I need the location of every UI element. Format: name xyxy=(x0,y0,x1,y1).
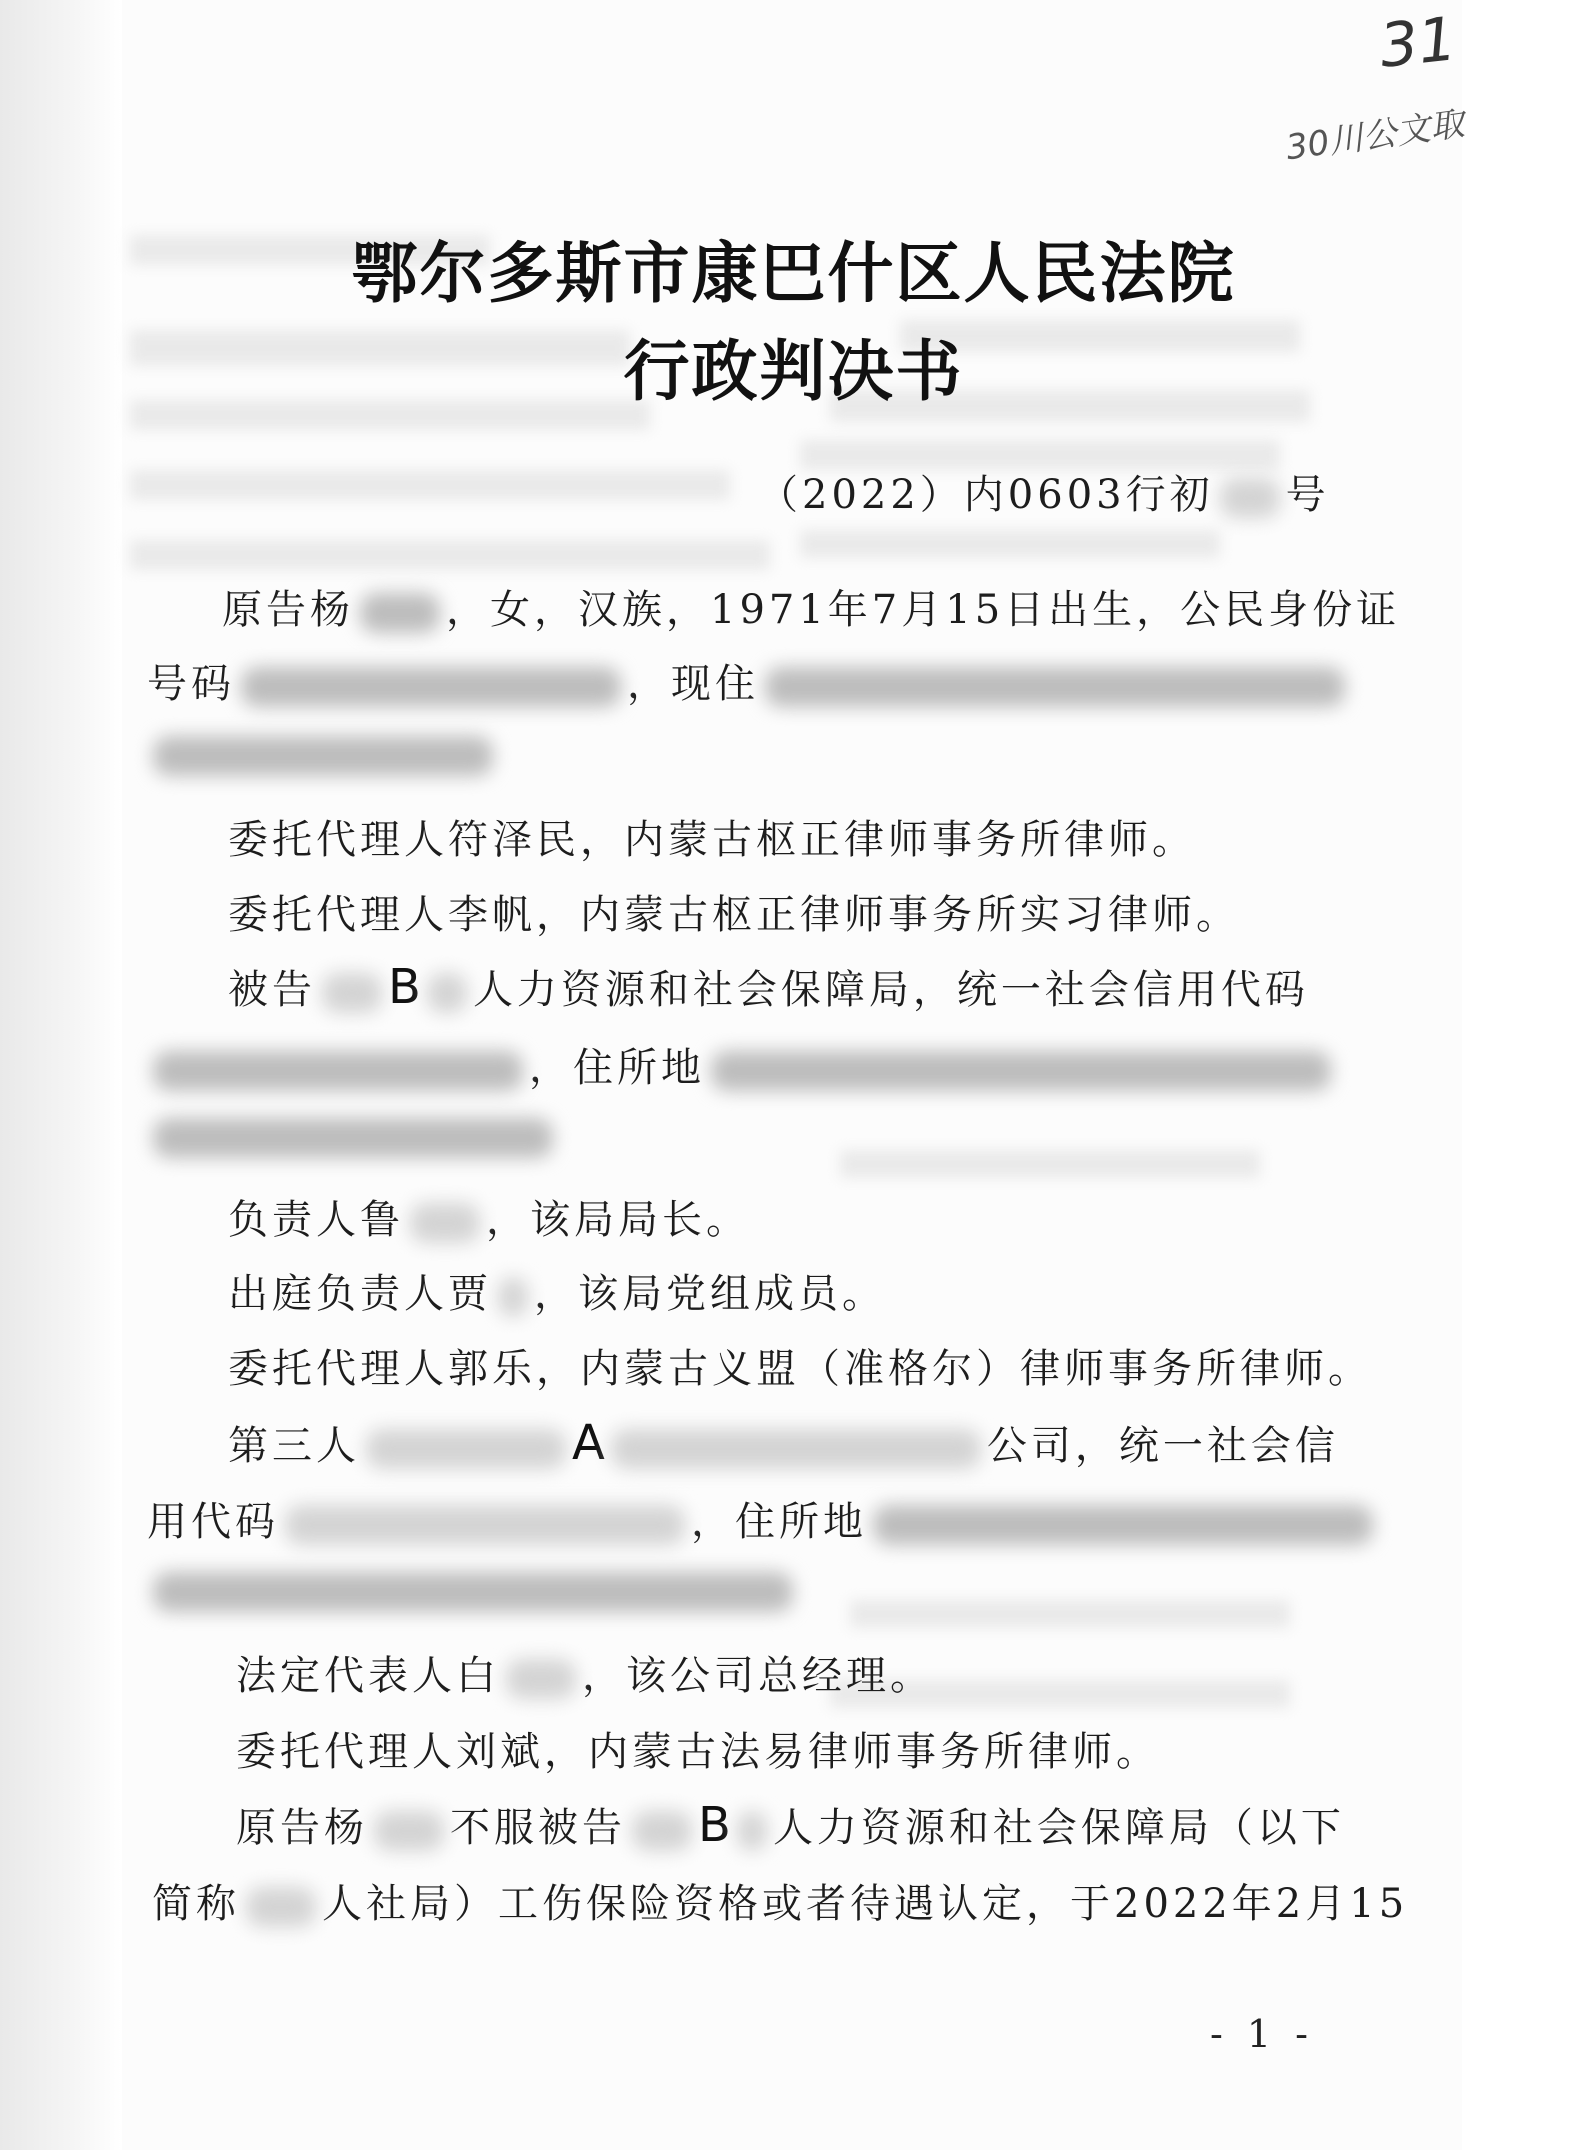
bleed-through-smudge xyxy=(850,1600,1290,1628)
redacted-head-name xyxy=(410,1203,480,1243)
third-party-details: 公司，统一社会信 xyxy=(986,1423,1339,1469)
third-party-line-3 xyxy=(147,1566,799,1612)
redacted-defendant-name xyxy=(322,973,382,1013)
court-name: 鄂尔多斯市康巴什区人民法院 xyxy=(351,234,1236,312)
redacted-defendant-name xyxy=(737,1811,767,1851)
redacted-defendant-name xyxy=(427,973,467,1013)
statement-defendant: 人力资源和社会保障局（以下 xyxy=(772,1805,1345,1851)
plaintiff-agent-1: 委托代理人符泽民，内蒙古枢正律师事务所律师。 xyxy=(228,817,1196,863)
plaintiff-label: 原告杨 xyxy=(222,587,354,633)
document-type: 行政判决书 xyxy=(623,332,964,410)
case-number-prefix: （2022）内0603行初 xyxy=(758,472,1214,518)
statement-line-2 xyxy=(152,1872,1408,1929)
plaintiff-details: ，女，汉族，1971年7月15日出生，公民身份证 xyxy=(446,587,1401,633)
defendant-court-head xyxy=(228,1262,886,1319)
redacted-defendant-address xyxy=(711,1051,1331,1091)
handwritten-page-mark: 31 xyxy=(1376,4,1460,82)
redacted-abbreviation xyxy=(246,1887,316,1927)
redacted-company-address-continued xyxy=(153,1572,793,1612)
bleed-through-smudge xyxy=(130,470,730,500)
redacted-company-name xyxy=(366,1429,566,1469)
redacted-credit-code xyxy=(153,1051,523,1091)
redacted-id-number xyxy=(241,667,621,707)
defendant-head-title: ，该局局长。 xyxy=(486,1197,750,1243)
residence-label: ，现住 xyxy=(627,661,759,707)
redacted-defendant-name xyxy=(632,1811,692,1851)
statement-abbrev-label: 简称 xyxy=(152,1881,240,1927)
third-party-line-2 xyxy=(147,1490,1379,1547)
redacted-plaintiff-name xyxy=(374,1811,444,1851)
defendant-line-3 xyxy=(147,1112,559,1158)
credit-code-label: 用代码 xyxy=(147,1499,279,1545)
third-party-line-1 xyxy=(228,1414,1339,1471)
representative-title: ，该公司总经理。 xyxy=(582,1653,934,1699)
redacted-court-head-name xyxy=(498,1277,528,1317)
statement-marker: B xyxy=(698,1797,731,1853)
defendant-line-1 xyxy=(228,958,1309,1015)
plaintiff-agent-2: 委托代理人李帆，内蒙古枢正律师事务所实习律师。 xyxy=(228,892,1240,938)
redacted-representative-name xyxy=(506,1659,576,1699)
representative-label: 法定代表人白 xyxy=(236,1653,500,1699)
redacted-address-continued xyxy=(153,736,493,776)
plaintiff-line-3 xyxy=(147,730,499,776)
statement-plaintiff: 原告杨 xyxy=(236,1805,368,1851)
third-party-representative xyxy=(236,1644,934,1701)
statement-verb: 不服被告 xyxy=(450,1805,626,1851)
redacted-address xyxy=(765,667,1345,707)
defendant-line-2 xyxy=(147,1036,1337,1093)
plaintiff-line-2 xyxy=(147,652,1351,709)
statement-continued: 人社局）工伤保险资格或者待遇认定，于2022年2月15 xyxy=(322,1881,1409,1927)
defendant-address-label: ，住所地 xyxy=(529,1045,705,1091)
redacted-plaintiff-name xyxy=(360,593,440,633)
bleed-through-smudge xyxy=(840,1150,1260,1178)
defendant-marker: B xyxy=(388,959,421,1015)
defendant-details: 人力资源和社会保障局，统一社会信用代码 xyxy=(472,967,1309,1013)
redacted-company-code xyxy=(285,1505,685,1545)
redacted-company-address xyxy=(873,1505,1373,1545)
statement-line-1 xyxy=(236,1796,1345,1853)
defendant-agent: 委托代理人郭乐，内蒙古义盟（准格尔）律师事务所律师。 xyxy=(228,1346,1372,1392)
bleed-through-smudge xyxy=(130,540,770,570)
third-party-marker: A xyxy=(572,1415,605,1471)
redacted-case-number xyxy=(1220,478,1280,518)
bleed-through-smudge xyxy=(800,530,1220,558)
third-party-agent: 委托代理人刘斌，内蒙古法易律师事务所律师。 xyxy=(236,1729,1160,1775)
case-number-suffix: 号 xyxy=(1285,472,1330,518)
defendant-label: 被告 xyxy=(228,967,316,1013)
case-number xyxy=(758,463,1330,520)
court-head-title: ，该局党组成员。 xyxy=(534,1271,886,1317)
plaintiff-line-1 xyxy=(222,578,1400,635)
page-number: - 1 - xyxy=(1210,2012,1315,2056)
id-number-label: 号码 xyxy=(147,661,235,707)
third-party-label: 第三人 xyxy=(228,1423,360,1469)
redacted-defendant-address-continued xyxy=(153,1118,553,1158)
redacted-company-name xyxy=(611,1429,981,1469)
company-address-label: ，住所地 xyxy=(691,1499,867,1545)
defendant-head-label: 负责人鲁 xyxy=(228,1197,404,1243)
court-head-label: 出庭负责人贾 xyxy=(228,1271,492,1317)
defendant-head xyxy=(228,1188,750,1245)
handwritten-note: 30川公文取 xyxy=(1283,103,1467,169)
